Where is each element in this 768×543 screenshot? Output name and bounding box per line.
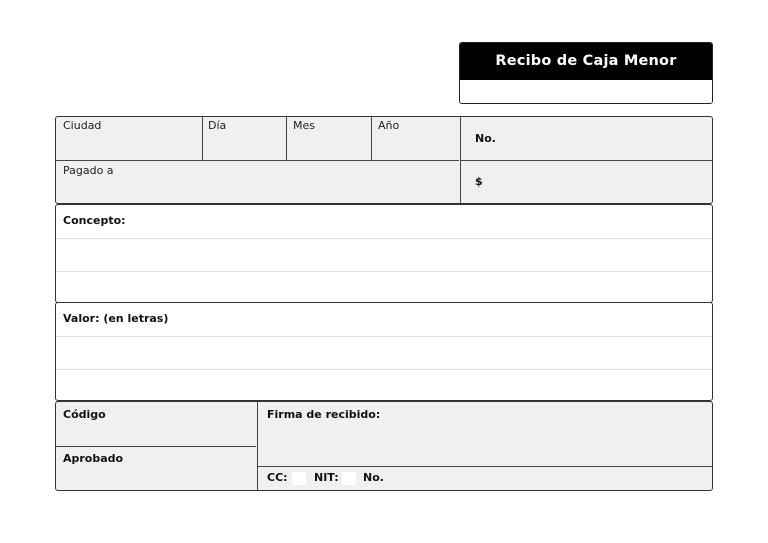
divider-month-year bbox=[371, 117, 372, 160]
cc-label: CC: bbox=[267, 471, 288, 484]
receipt-number-field[interactable] bbox=[460, 80, 712, 103]
value-block[interactable] bbox=[55, 302, 713, 401]
code-label: Código bbox=[63, 408, 106, 421]
value-line bbox=[56, 336, 712, 337]
month-label: Mes bbox=[293, 119, 315, 132]
concept-block[interactable] bbox=[55, 204, 713, 303]
row-divider bbox=[56, 160, 459, 161]
number-label: No. bbox=[475, 132, 496, 145]
paid-to-label: Pagado a bbox=[63, 164, 114, 177]
signature-label: Firma de recibido: bbox=[267, 408, 381, 421]
divider-day-month bbox=[286, 117, 287, 160]
city-label: Ciudad bbox=[63, 119, 102, 132]
divider-signature bbox=[257, 402, 258, 490]
bottom-block bbox=[55, 401, 713, 491]
value-label: Valor: (en letras) bbox=[63, 312, 169, 325]
concept-line bbox=[56, 238, 712, 239]
right-row-divider bbox=[460, 160, 712, 161]
amount-label: $ bbox=[475, 175, 483, 188]
approved-label: Aprobado bbox=[63, 452, 124, 465]
divider-city-day bbox=[202, 117, 203, 160]
concept-label: Concepto: bbox=[63, 214, 126, 227]
id-number-label: No. bbox=[363, 471, 384, 484]
nit-checkbox[interactable] bbox=[342, 472, 356, 485]
header-info-block bbox=[55, 116, 713, 204]
nit-label: NIT: bbox=[314, 471, 339, 484]
signature-id-divider bbox=[257, 466, 712, 467]
receipt-title: Recibo de Caja Menor bbox=[460, 43, 712, 80]
day-label: Día bbox=[208, 119, 227, 132]
value-line bbox=[56, 369, 712, 370]
concept-line bbox=[56, 271, 712, 272]
cc-checkbox[interactable] bbox=[292, 472, 306, 485]
year-label: Año bbox=[378, 119, 400, 132]
code-approved-divider bbox=[56, 446, 256, 447]
receipt-title-box bbox=[459, 42, 713, 104]
